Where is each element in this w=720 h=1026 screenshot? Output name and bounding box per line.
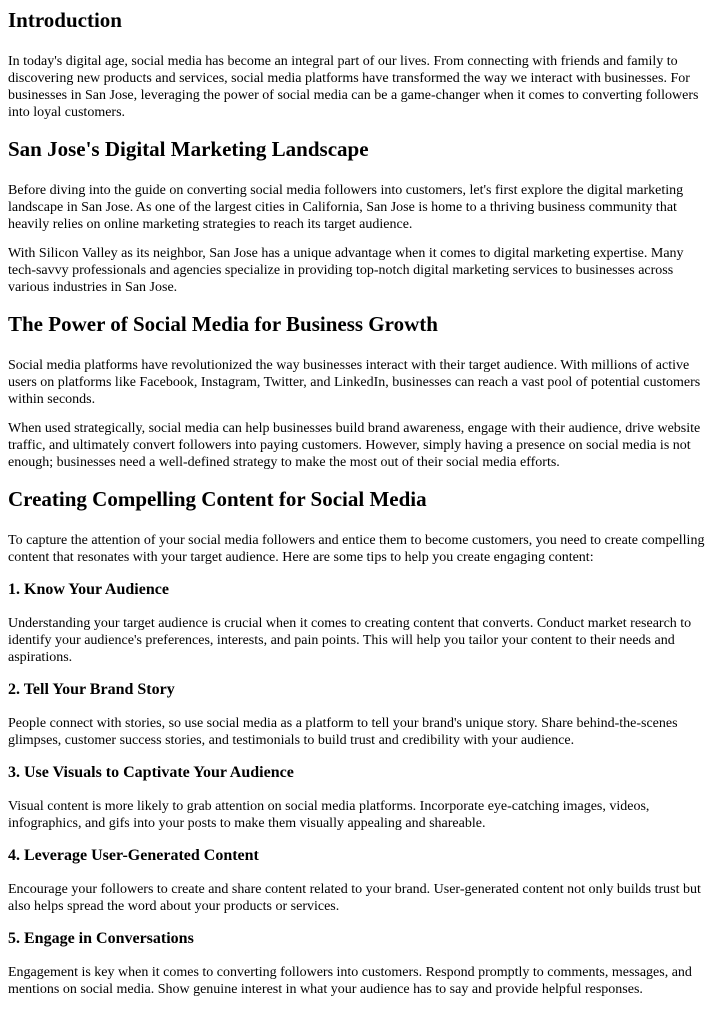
paragraph-use-visuals: Visual content is more likely to grab attention on social media platforms. Incorporate eye-catching images, videos, infographics, and gifs into your posts to make them visually appealing and shareable. — [8, 799, 650, 831]
paragraph-user-generated-content: Encourage your followers to create and share content related to your brand. User-generated content not only builds trust but also helps spread the word about your products or services. — [8, 882, 701, 914]
heading-compelling-content: Creating Compelling Content for Social Media — [8, 487, 427, 511]
paragraph-introduction: In today's digital age, social media has become an integral part of our lives. From connecting with friends and family to discovering new products and services, social media platforms have transformed the way we interact with businesses. For businesses in San Jose, leveraging the power of social media can be a game-changer when it comes to converting followers into loyal customers. — [8, 54, 699, 120]
article — [0, 8, 720, 998]
paragraph-power-1: Social media platforms have revolutionized the way businesses interact with their target audience. With millions of active users on platforms like Facebook, Instagram, Twitter, and LinkedIn, businesses can reach a vast pool of potential customers within seconds. — [8, 358, 701, 407]
heading-san-jose-landscape: San Jose's Digital Marketing Landscape — [8, 137, 369, 161]
paragraph-power-2: When used strategically, social media can help businesses build brand awareness, engage with their audience, drive website traffic, and ultimately convert followers into paying customers. However, simply having a presence on social media is not enough; businesses need a well-defined strategy to make the most out of their social media efforts. — [8, 421, 701, 470]
subheading-brand-story: 2. Tell Your Brand Story — [8, 681, 175, 698]
paragraph-engage-conversations: Engagement is key when it comes to converting followers into customers. Respond promptly to comments, messages, and mentions on social media. Show genuine interest in what your audience has to say and provide helpful responses. — [8, 965, 692, 997]
subheading-engage-conversations: 5. Engage in Conversations — [8, 930, 194, 947]
paragraph-know-audience: Understanding your target audience is crucial when it comes to creating content that converts. Conduct market research to identify your audience's preferences, interests, and pain points. This will help you tailor your content to their needs and aspirations. — [8, 616, 692, 665]
paragraph-content-intro: To capture the attention of your social media followers and entice them to become customers, you need to create compelling content that resonates with your target audience. Here are some tips to help you create engaging content: — [8, 533, 705, 565]
subheading-use-visuals: 3. Use Visuals to Captivate Your Audience — [8, 764, 294, 781]
heading-power-of-social-media: The Power of Social Media for Business Growth — [8, 312, 438, 336]
subheading-know-audience: 1. Know Your Audience — [8, 581, 169, 598]
paragraph-landscape-2: With Silicon Valley as its neighbor, San Jose has a unique advantage when it comes to digital marketing expertise. Many tech-savvy professionals and agencies specialize in providing top-notch digital marketing services to businesses across various industries in San Jose. — [8, 246, 684, 295]
subheading-user-generated-content: 4. Leverage User-Generated Content — [8, 847, 259, 864]
paragraph-landscape-1: Before diving into the guide on converting social media followers into customers, let's first explore the digital marketing landscape in San Jose. As one of the largest cities in California, San Jose is home to a thriving business community that heavily relies on online marketing strategies to reach its target audience. — [8, 183, 684, 232]
heading-introduction: Introduction — [8, 8, 122, 32]
paragraph-brand-story: People connect with stories, so use social media as a platform to tell your brand's unique story. Share behind-the-scenes glimpses, customer success stories, and testimonials to build trust and credibility with your audience. — [8, 716, 678, 748]
